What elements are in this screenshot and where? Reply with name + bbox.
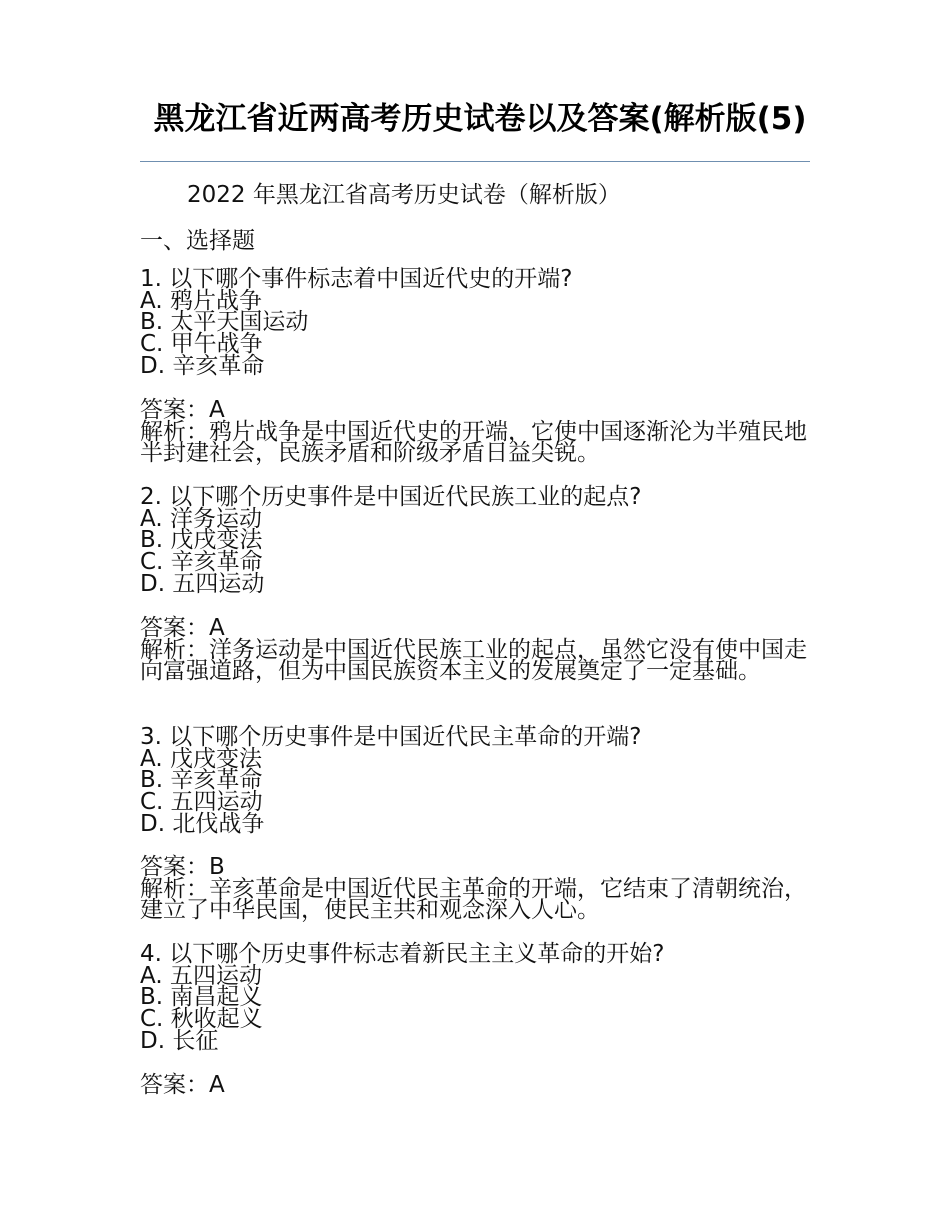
- option-c: C. 甲午战争: [140, 331, 263, 358]
- answer-text: 答案：B: [140, 854, 225, 880]
- document-subtitle: 2022 年黑龙江省高考历史试卷（解析版）: [187, 182, 621, 208]
- question-block-4: [140, 941, 812, 1054]
- answer-block-2: [140, 615, 812, 685]
- answer-text: 答案：A: [140, 615, 225, 641]
- option-a: A. 鸦片战争: [140, 287, 262, 314]
- option-c: C. 秋收起义: [140, 1006, 263, 1033]
- question-text: 1. 以下哪个事件标志着中国近代史的开端?: [140, 266, 573, 292]
- answer-block-4: [140, 1072, 812, 1098]
- analysis-text: 解析：辛亥革命是中国近代民主革命的开端，它结束了清朝统治，建立了中华民国，使民主共和观念深入人心。: [140, 875, 807, 924]
- analysis-text: 解析：鸦片战争是中国近代史的开端，它使中国逐渐沦为半殖民地半封建社会，民族矛盾和阶级矛盾日益尖锐。: [140, 418, 807, 467]
- question-block-2: [140, 484, 812, 597]
- answer-block-1: [140, 397, 812, 467]
- option-d: D. 辛亥革命: [140, 352, 265, 379]
- question-block-1: [140, 266, 812, 379]
- question-text: 3. 以下哪个历史事件是中国近代民主革命的开端?: [140, 724, 642, 750]
- question-block-3: [140, 724, 812, 837]
- answer-text: 答案：A: [140, 397, 225, 423]
- option-c: C. 五四运动: [140, 789, 263, 816]
- option-b: B. 辛亥革命: [140, 767, 263, 794]
- option-d: D. 五四运动: [140, 570, 265, 597]
- option-b: B. 戊戌变法: [140, 527, 263, 554]
- option-c: C. 辛亥革命: [140, 549, 263, 576]
- answer-block-3: [140, 854, 812, 924]
- option-b: B. 南昌起义: [140, 984, 263, 1011]
- option-a: A. 洋务运动: [140, 505, 262, 532]
- question-text: 4. 以下哪个历史事件标志着新民主主义革命的开始?: [140, 941, 665, 967]
- option-d: D. 北伐战争: [140, 810, 265, 837]
- option-a: A. 五四运动: [140, 962, 262, 989]
- section-heading: 一、选择题: [140, 228, 255, 254]
- option-d: D. 长征: [140, 1027, 219, 1054]
- document-title: 黑龙江省近两高考历史试卷以及答案(解析版(5): [153, 101, 807, 137]
- title-divider: [140, 161, 810, 162]
- option-a: A. 戊戌变法: [140, 745, 262, 772]
- option-b: B. 太平天国运动: [140, 309, 309, 336]
- answer-text: 答案：A: [140, 1072, 225, 1098]
- analysis-text: 解析：洋务运动是中国近代民族工业的起点，虽然它没有使中国走向富强道路，但为中国民族资本主义的发展奠定了一定基础。: [140, 636, 807, 685]
- question-text: 2. 以下哪个历史事件是中国近代民族工业的起点?: [140, 484, 642, 510]
